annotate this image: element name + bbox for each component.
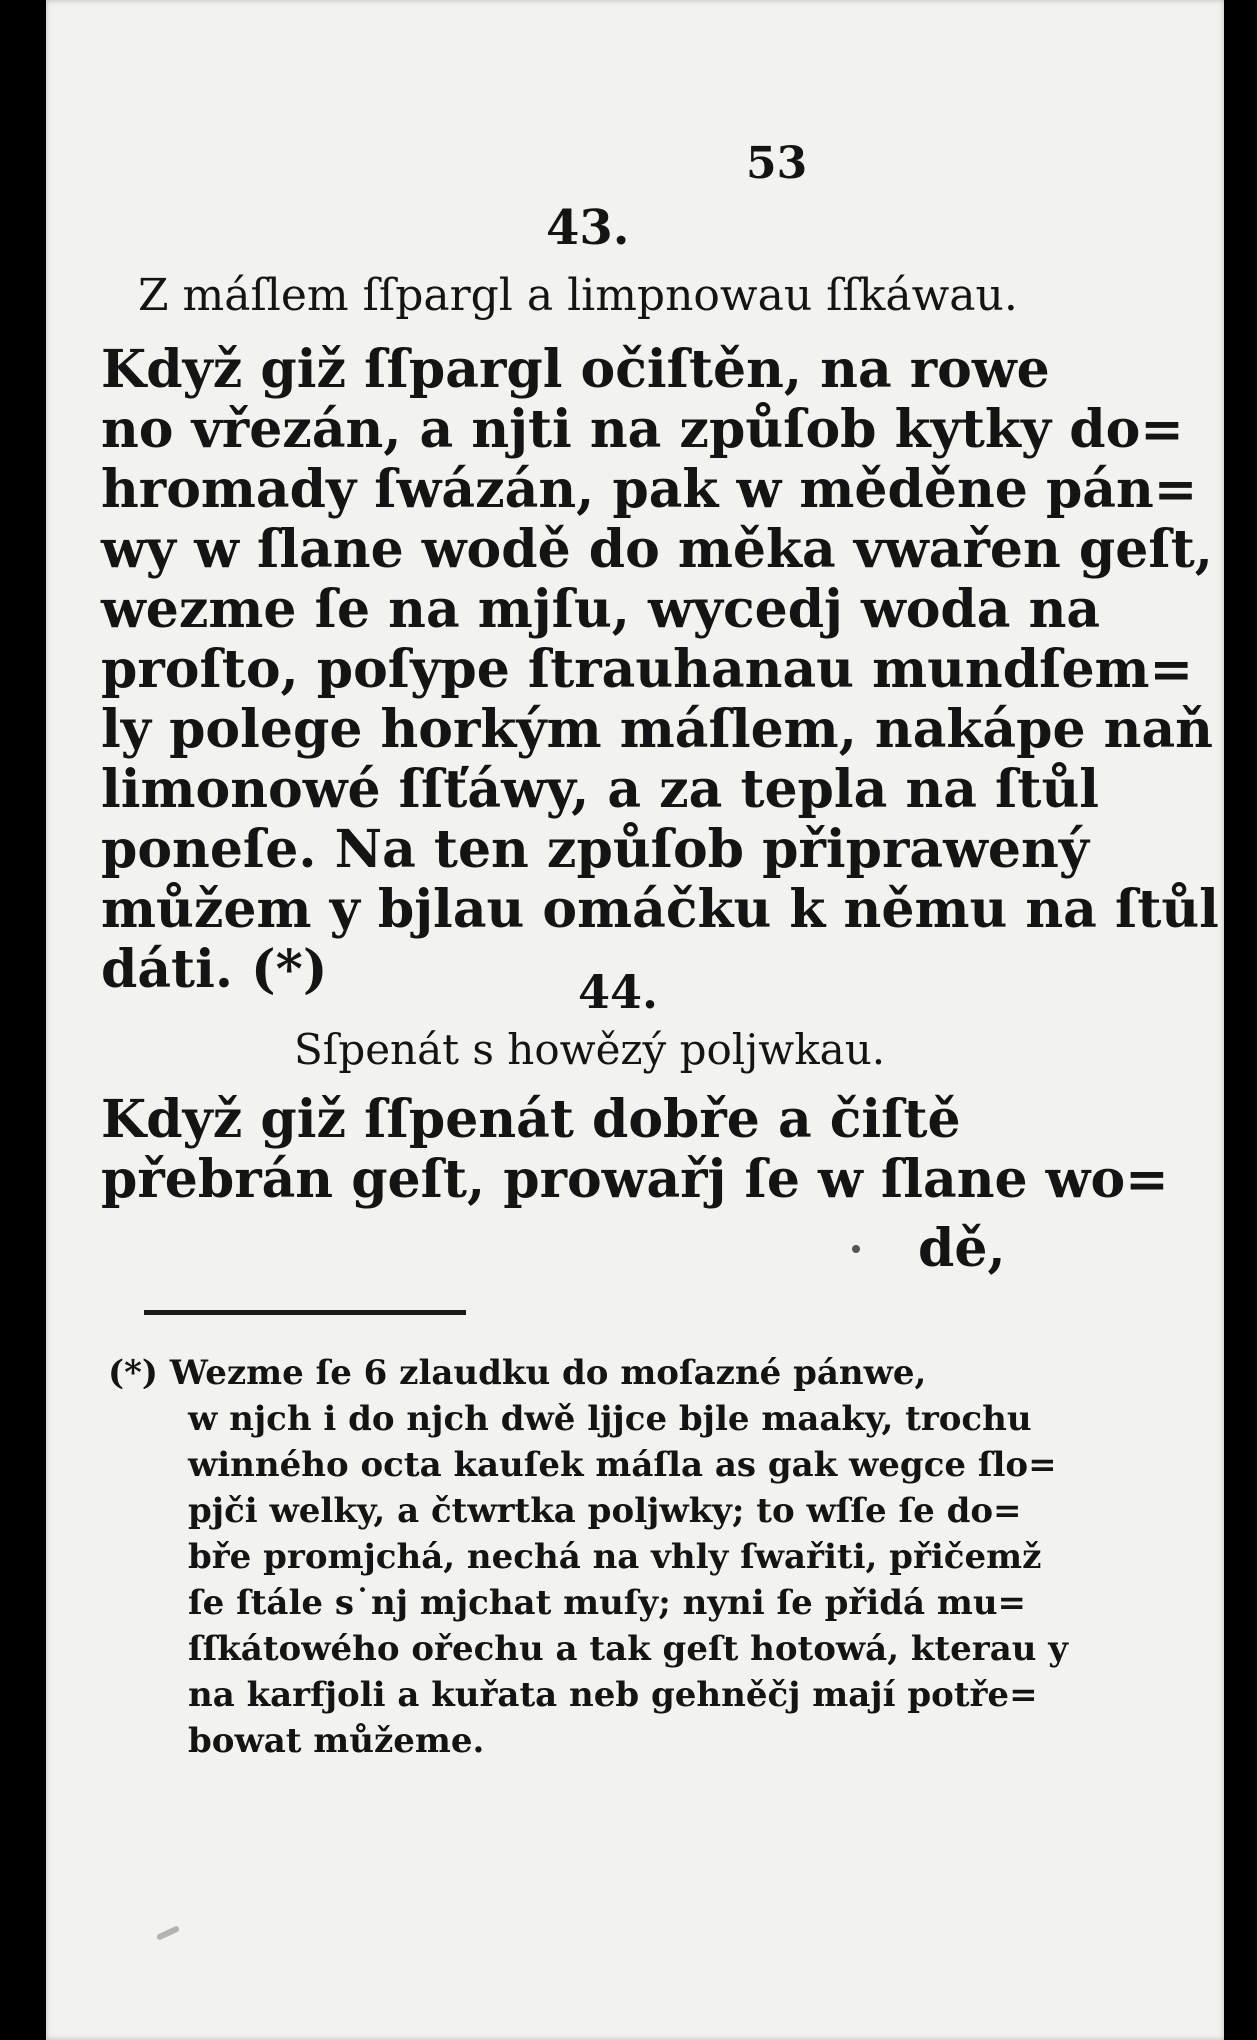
footnote-line: winného octa kauſek máſla as gak wegce ſlo= <box>188 1445 1057 1485</box>
text-line: no vřezán, a njti na způſob kytky do= <box>101 399 1184 460</box>
footnote-line: ſſkátowého ořechu a tak geſt hotowá, kterau y <box>188 1629 1069 1669</box>
text-line: můžem y bjlau omáčku k němu na ſtůl <box>101 879 1219 940</box>
recipe-43-number: 43. <box>546 200 630 256</box>
footnote-line: ſe ſtále s˙nj mjchat muſy; nyni ſe přidá mu= <box>188 1583 1027 1623</box>
recipe-44-number: 44. <box>578 965 659 1019</box>
footnote <box>108 1350 1068 1764</box>
footnote-line: bře promjchá, nechá na vhly ſwařiti, přičemž <box>188 1537 1042 1577</box>
footnote-divider <box>144 1310 466 1315</box>
page-number: 53 <box>746 138 808 189</box>
footnote-line: pjči welky, a čtwrtka poljwky; to wſſe ſe do= <box>188 1491 1022 1531</box>
ink-speck <box>852 1245 860 1253</box>
ink-smudge <box>156 1925 180 1941</box>
text-line: dáti. (*) <box>101 939 328 1000</box>
text-line: hromady ſwázán, pak w měděne pán= <box>101 459 1198 520</box>
text-line: přebrán geſt, prowařj ſe w ſlane wo= <box>101 1149 1169 1210</box>
text-line: Když giž ſſpargl očiſtěn, na rowe <box>101 339 1050 400</box>
footnote-line: na karfjoli a kuřata neb gehněčj mají potře= <box>188 1675 1038 1715</box>
text-line: Když giž ſſpenát dobře a čiſtě <box>101 1089 961 1150</box>
text-line: poneſe. Na ten způſob připrawený <box>101 819 1089 880</box>
recipe-43-title: Z máſlem ſſpargl a limpnowau ſſkáwau. <box>138 270 1018 321</box>
recipe-44-title: Sſpenát s howězý poljwkau. <box>294 1025 886 1074</box>
text-line: wy w ſlane wodě do měka vwařen geſt, <box>101 519 1213 580</box>
scan-border <box>0 0 46 2040</box>
text-line: limonowé ſſťáwy, a za tepla na ſtůl <box>101 759 1100 820</box>
footnote-line: w njch i do njch dwě ljjce bjle maaky, trochu <box>188 1399 1032 1439</box>
catchword: dě, <box>918 1218 1006 1279</box>
text-line: wezme ſe na mjſu, wycedj woda na <box>101 579 1101 640</box>
text-line: proſto, poſype ſtrauhanau mundſem= <box>101 639 1194 700</box>
footnote-line: bowat můžeme. <box>188 1721 485 1761</box>
recipe-43-text <box>101 339 1219 1000</box>
footnote-line: (*) Wezme ſe 6 zlaudku do moſazné pánwe, <box>108 1353 927 1393</box>
text-line: ly polege horkým máſlem, nakápe naň <box>101 699 1213 760</box>
book-page <box>46 0 1224 2040</box>
recipe-44-text <box>101 1089 1169 1210</box>
